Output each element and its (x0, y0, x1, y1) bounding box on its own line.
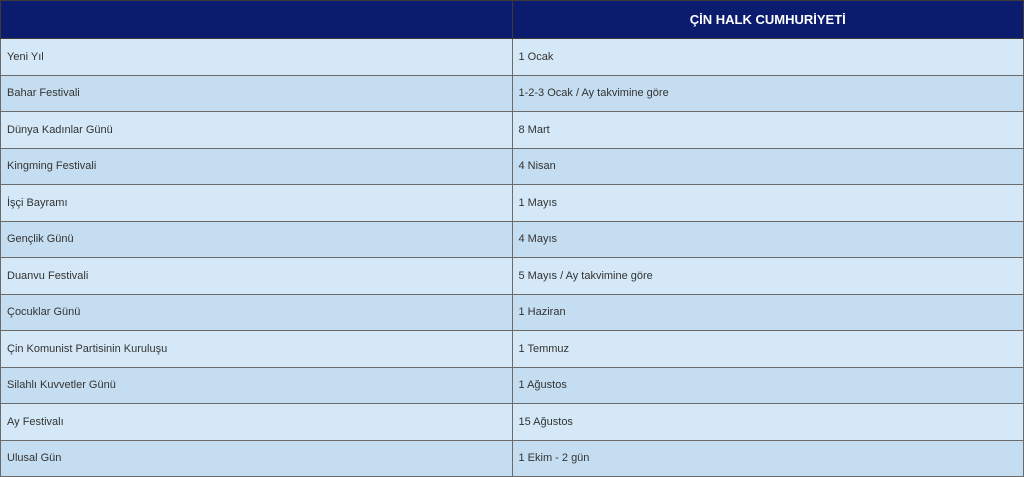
holiday-date: 1 Haziran (512, 294, 1024, 331)
holiday-name: Gençlik Günü (1, 221, 513, 258)
table-row (1, 112, 1024, 149)
holiday-name: Kingming Festivali (1, 148, 513, 185)
holiday-date: 15 Ağustos (512, 404, 1024, 441)
table-row (1, 367, 1024, 404)
table-title: ÇİN HALK CUMHURİYETİ (512, 1, 1024, 39)
holiday-date: 1 Temmuz (512, 331, 1024, 368)
table-row (1, 294, 1024, 331)
holiday-date: 1-2-3 Ocak / Ay takvimine göre (512, 75, 1024, 112)
holiday-date: 4 Nisan (512, 148, 1024, 185)
holiday-date: 5 Mayıs / Ay takvimine göre (512, 258, 1024, 295)
table-header-row (1, 1, 1024, 39)
holiday-name: Çin Komunist Partisinin Kuruluşu (1, 331, 513, 368)
holiday-name: Çocuklar Günü (1, 294, 513, 331)
table-row (1, 75, 1024, 112)
holiday-date: 8 Mart (512, 112, 1024, 149)
table-row (1, 331, 1024, 368)
holiday-name: Ay Festivalı (1, 404, 513, 441)
holiday-name: Silahlı Kuvvetler Günü (1, 367, 513, 404)
holiday-name: Duanvu Festivali (1, 258, 513, 295)
table-row (1, 258, 1024, 295)
holiday-date: 1 Ekim - 2 gün (512, 440, 1024, 477)
header-blank-cell (1, 1, 513, 39)
holiday-date: 1 Ağustos (512, 367, 1024, 404)
table-row (1, 404, 1024, 441)
table-row (1, 39, 1024, 76)
holiday-date: 1 Ocak (512, 39, 1024, 76)
table-row (1, 148, 1024, 185)
holiday-date: 1 Mayıs (512, 185, 1024, 222)
holiday-date: 4 Mayıs (512, 221, 1024, 258)
holiday-name: Dünya Kadınlar Günü (1, 112, 513, 149)
holiday-name: Ulusal Gün (1, 440, 513, 477)
table-row (1, 221, 1024, 258)
holiday-name: Bahar Festivali (1, 75, 513, 112)
holiday-name: Yeni Yıl (1, 39, 513, 76)
holiday-name: İşçi Bayramı (1, 185, 513, 222)
table-row (1, 185, 1024, 222)
table-row (1, 440, 1024, 477)
